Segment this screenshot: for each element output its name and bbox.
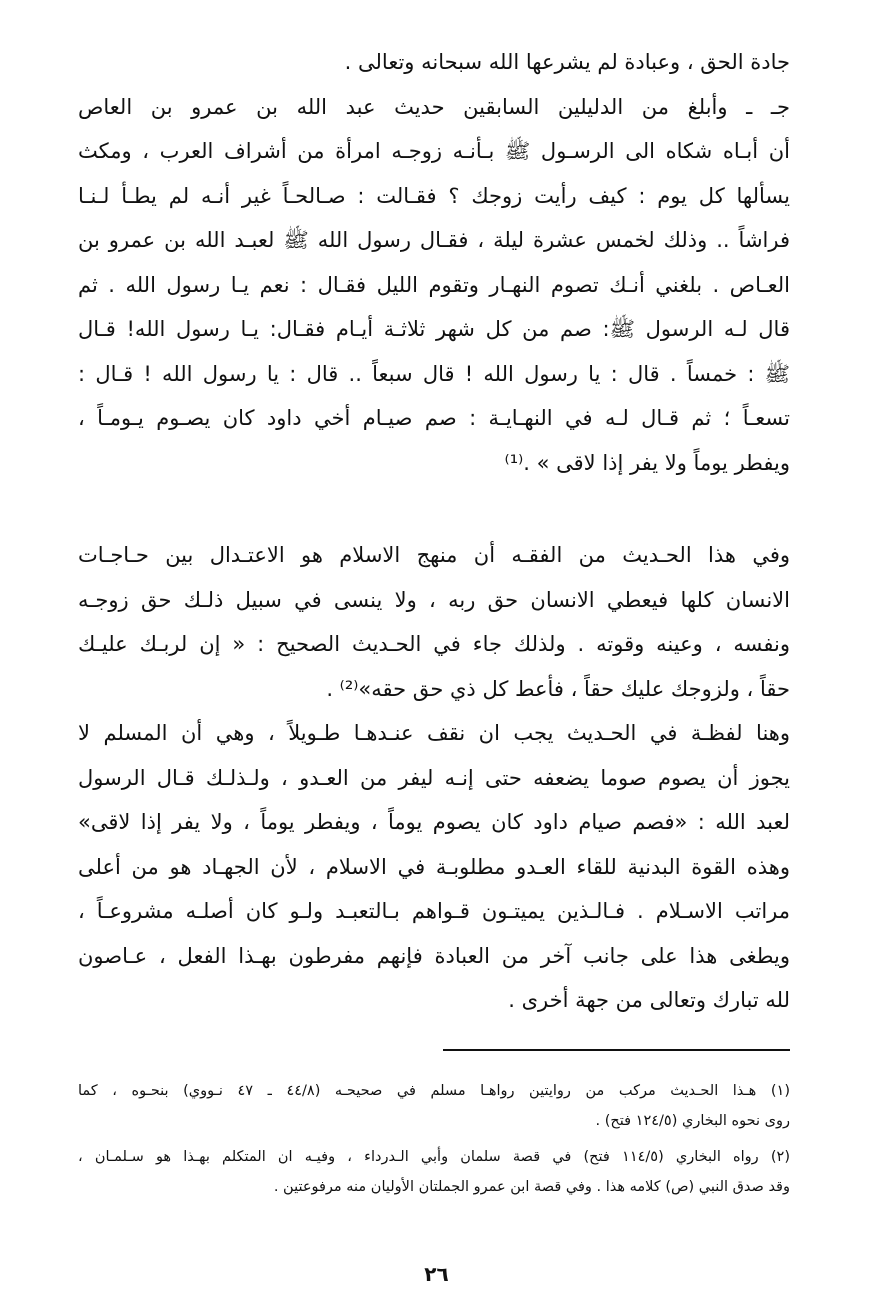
text-line: ويطغى هذا على جانب آخر من العبادة فإنهم مفرطون بهـذا الفعل ، عـاصون xyxy=(78,943,790,968)
text-line: يجوز أن يصوم صوما يضعفه حتى إنـه ليفر من العـدو ، ولـذلـك قـال الرسول xyxy=(78,765,790,790)
text-line: ويفطر يوماً ولا يفر إذا لاقى » .⁽¹⁾ xyxy=(504,450,790,475)
paragraph-hadith-abdullah xyxy=(78,85,790,486)
text-line: أن أبـاه شكاه الى الرسـول ﷺ بـأنـه زوجـه امرأة من أشراف العرب ، ومكث xyxy=(78,139,790,163)
footnote-line: وقد صدق النبي (ص) كلامه هذا . وفي قصة ابن عمرو الجملتان الأوليان منه مرفوعتين . xyxy=(273,1179,790,1195)
footnotes xyxy=(78,1076,790,1202)
paragraph-continuation xyxy=(78,40,790,85)
text-line: تسعـاً ؛ ثم قـال لـه في النهـايـة : صم صيـام أخي داود كان يصـوم يـومـاً ، xyxy=(78,406,790,430)
text-line: وفي هذا الحـديث من الفقـه أن منهج الاسلام هو الاعتـدال بين حـاجـات xyxy=(78,543,790,567)
text-line: يسألها كل يوم : كيف رأيت زوجك ؟ فقـالت : صـالحـاً غير أنـه لم يطـأ لـنـا xyxy=(78,183,790,208)
footnote-line: روى نحوه البخاري (١٢٤/٥ فتح) . xyxy=(595,1113,790,1129)
text-line: لعبد الله : «فصم صيام داود كان يصوم يوماً ، ويفطر يوماً ، ولا يفر إذا لاقى» xyxy=(78,810,790,834)
text-line: جـ ـ وأبلغ من الدليلين السابقين حديث عبد الله بن عمرو بن العاص xyxy=(78,94,790,119)
footnote-line: (٢) رواه البخاري (١١٤/٥ فتح) في قصة سلمان وأبي الـدرداء ، وفيـه ان المتكلم بهـذا هو سـلمـان ، xyxy=(78,1149,790,1165)
text-line: حقاً ، ولزوجك عليك حقاً ، فأعط كل ذي حق حقه»⁽²⁾ . xyxy=(326,676,790,701)
footnote-line: (١) هـذا الحـديث مركب من روايتين رواهـا مسلم في صحيحـه (٤٤/٨ ـ ٤٧ نـووي) بنحـوه ، كما xyxy=(78,1083,790,1099)
text-line: ﷺ : خمساً . قال : يا رسول الله ! قال سبعاً .. قال : يا رسول الله ! قـال : xyxy=(78,361,790,386)
text-line: مراتب الاسـلام . فـالـذين يميتـون قـواهم بـالتعبـد ولـو كان أصلـه مشروعـاً ، xyxy=(78,899,790,923)
paragraph-fiqh xyxy=(78,533,790,711)
text-line: قال لـه الرسول ﷺ: صم من كل شهر ثلاثـة أيـام فقـال: يـا رسول الله! قـال xyxy=(78,317,790,341)
page-number: ٢٦ xyxy=(424,1262,449,1286)
text-line: العـاص . بلغني أنـك تصوم النهـار وتقوم الليل فقـال : نعم يـا رسول الله . ثم xyxy=(78,272,790,297)
paragraph-strength xyxy=(78,711,790,1023)
footnote-1 xyxy=(78,1076,790,1136)
text-line: ونفسه ، وعينه وقوته . ولذلك جاء في الحـديث الصحيح : « إن لربـك عليـك xyxy=(78,632,790,656)
footnote-divider xyxy=(443,1049,790,1051)
text-line: وهنا لفظـة في الحـديث يجب ان نقف عنـدهـا طـويلاً ، وهي أن المسلم لا xyxy=(78,721,790,745)
text-line: فراشاً .. وذلك لخمس عشرة ليلة ، فقـال رسول الله ﷺ لعبـد الله بن عمرو بن xyxy=(78,228,790,252)
main-text xyxy=(78,40,790,1023)
text-line: لله تبارك وتعالى من جهة أخرى . xyxy=(508,988,790,1012)
text-line: الانسان كلها فيعطي الانسان حق ربه ، ولا ينسى في سبيل ذلـك حق زوجـه xyxy=(78,587,790,612)
text-line: جادة الحق ، وعبادة لم يشرعها الله سبحانه وتعالى . xyxy=(344,50,790,74)
text-line: وهذه القوة البدنية للقاء العـدو مطلوبـة في الاسلام ، لأن الجهـاد هو من أعلى xyxy=(78,854,790,879)
footnote-2 xyxy=(78,1142,790,1202)
